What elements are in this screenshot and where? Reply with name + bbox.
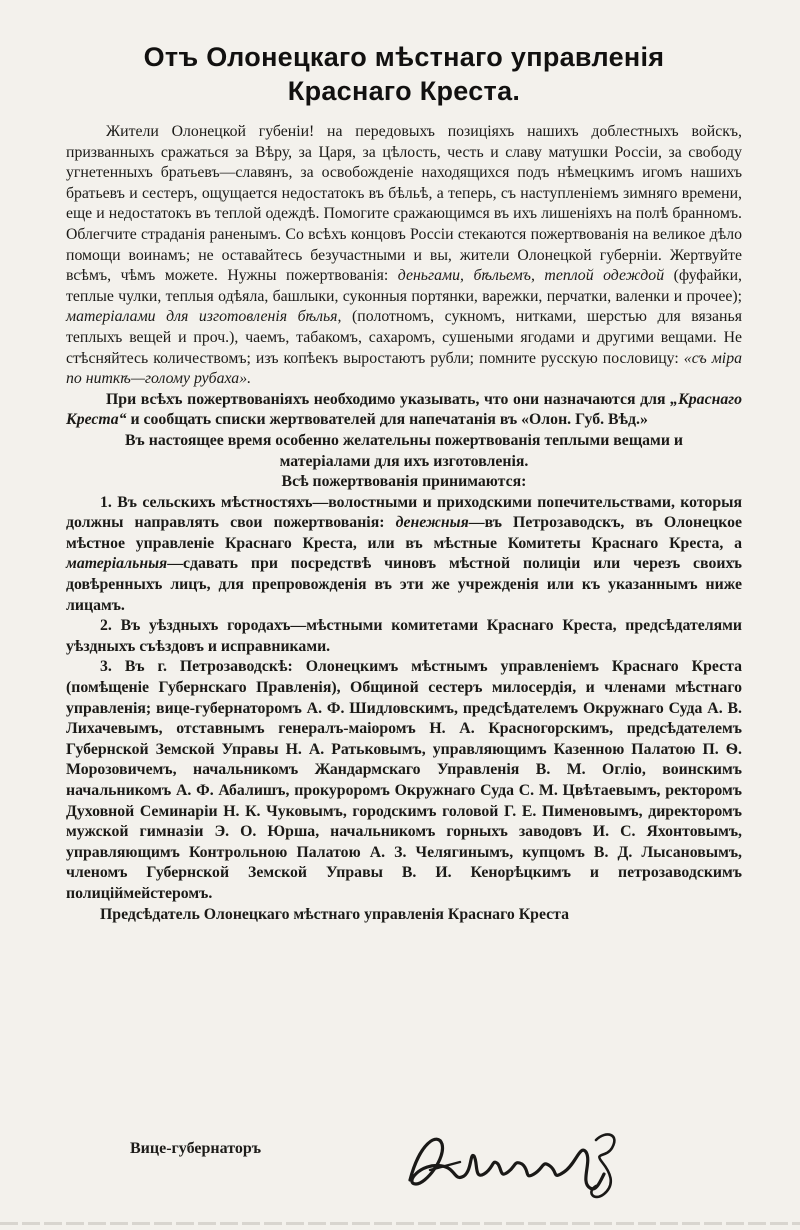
document-title — [66, 40, 742, 108]
rural-text-2: —въ Петрозаводскъ, въ Олонецкое мѣстное управленіе Краснаго Креста, или въ мѣстные Комитеты Краснаго Креста, а — [66, 514, 742, 552]
signature-block — [130, 1140, 261, 1158]
rural-italic-1: денежныя — [395, 514, 469, 532]
title-line-1: Отъ Олонецкаго мѣстнаго управленія — [143, 42, 665, 72]
appeal-italic-1: деньгами, бѣльемъ, теплой одеждой — [397, 267, 665, 285]
page-bottom-edge — [0, 1222, 800, 1225]
handwritten-signature — [390, 1122, 630, 1204]
chairman-line: Предсѣдатель Олонецкаго мѣстнаго управленія Краснаго Креста — [100, 905, 570, 923]
appeal-italic-2: матеріалами для изготовленія бѣлья, — [66, 308, 342, 326]
rural-text-3: —сдавать при посредствѣ чиновъ мѣстной полиціи или черезъ своихъ довѣренныхъ лицъ, для препровожденія въ эти же учрежденія или къ указаннымъ ниже лицамъ. — [66, 555, 742, 614]
appeal-text-3: (полотномъ, сукномъ, нитками, шерстью для вязанья теплыхъ вещей и проч.), чаемъ, табакомъ, сахаромъ, сушеными ягодами и другими вещами. Не стѣсняйтесь количествомъ; изъ копѣекъ выростаютъ рубли; помните русскую пословицу: — [66, 308, 742, 367]
instruction-text-2: и сообщать списки жертвователей для напечатанія въ «Олон. Губ. Вѣд.» — [126, 411, 648, 429]
accepted-heading: Всѣ пожертвованія принимаются: — [281, 473, 527, 491]
vice-governor-label: Вице-губернаторъ — [130, 1140, 262, 1157]
document-body — [66, 122, 742, 925]
appeal-italic-3: «съ міра по ниткѣ—голому рубаха». — [66, 349, 742, 388]
list-item-rural — [66, 493, 742, 617]
rural-italic-2: матеріальныя — [66, 555, 168, 573]
appeal-text-1: Жители Олонецкой губеніи! на передовыхъ позиціяхъ нашихъ доблестныхъ войскъ, призванныхъ сражаться за Вѣру, за Царя, за цѣлость, честь и славу матушки Россіи, за свободу угнетенныхъ братьевъ—славянъ, за освобожденіе находящихся подъ нѣмецкимъ игомъ нашихъ братьевъ и сестеръ, ощущается недостатокъ въ бѣльѣ, а теперь, съ наступленіемъ зимняго времени, еще и недостатокъ въ теплой одеждѣ. Помогите сражающимся въ ихъ лишеніяхъ на полѣ бранномъ. Облегчите страданія раненымъ. Со всѣхъ концовъ Россіи стекаются пожертвованія на великое дѣло помощи воинамъ; не оставайтесь безучастными и вы, жители Олонецкой губерніи. Жертвуйте всѣмъ, чѣмъ можете. Нужны пожертвованія: — [66, 123, 742, 285]
rural-text-1: 1. Въ сельскихъ мѣстностяхъ—волостными и приходскими попечительствами, которыя должны направлять свои пожертвованія: — [66, 493, 742, 532]
desired-donations-paragraph: Въ настоящее время особенно желательны пожертвованія теплыми вещами и матеріалами для ихъ изготовленія. — [125, 431, 683, 470]
list-item-petrozavodsk: 3. Въ г. Петрозаводскѣ: Олонецкимъ мѣстнымъ управленіемъ Краснаго Креста (помѣщеніе Губернскаго Правленія), Общиной сестеръ милосердія, и членами мѣстнаго управленія; вице-губернаторомъ А. Ф. Шидловскимъ, предсѣдателемъ Окружнаго Суда А. В. Лихачевымъ, отставнымъ генералъ-маіоромъ Н. А. Красногорскимъ, предсѣдателемъ Губернской Земской Управы Н. А. Ратьковымъ, управляющимъ Казенною Палатою П. Ѳ. Морозовичемъ, начальникомъ Жандармскаго Управленія В. М. Огліо, воинскимъ начальникомъ А. Ф. Абалишъ, прокуроромъ Окружнаго Суда С. М. Цвѣтаевымъ, ректоромъ Духовной Семинаріи Н. К. Чуковымъ, городскимъ головой Г. Е. Пименовымъ, директоромъ мужской гимназіи Э. О. Юрша, начальникомъ горныхъ заводовъ И. С. Яхонтовымъ, управляющимъ Контрольною Палатою А. З. Челягинымъ, купцомъ В. Д. Лысановымъ, членомъ Губернской Земской Управы В. И. Кенорѣцкимъ и петрозаводскимъ полиціймейстеромъ. — [66, 658, 742, 902]
instruction-text-1: При всѣхъ пожертвованіяхъ необходимо указывать, что они назначаются для — [106, 390, 671, 408]
instruction-bold: „Краснаго Креста“ — [66, 390, 742, 429]
appeal-paragraph — [66, 122, 742, 390]
appeal-text-2: (фуфайки, теплые чулки, теплыя одѣяла, башлыки, суконныя портянки, варежки, перчатки, валенки и прочее); — [66, 267, 742, 305]
instruction-paragraph — [66, 390, 742, 431]
list-item-district-towns: 2. Въ уѣздныхъ городахъ—мѣстными комитетами Краснаго Креста, предсѣдателями уѣздныхъ съѣздовъ и исправниками. — [66, 617, 742, 655]
title-line-2: Краснаго Креста. — [287, 76, 521, 106]
